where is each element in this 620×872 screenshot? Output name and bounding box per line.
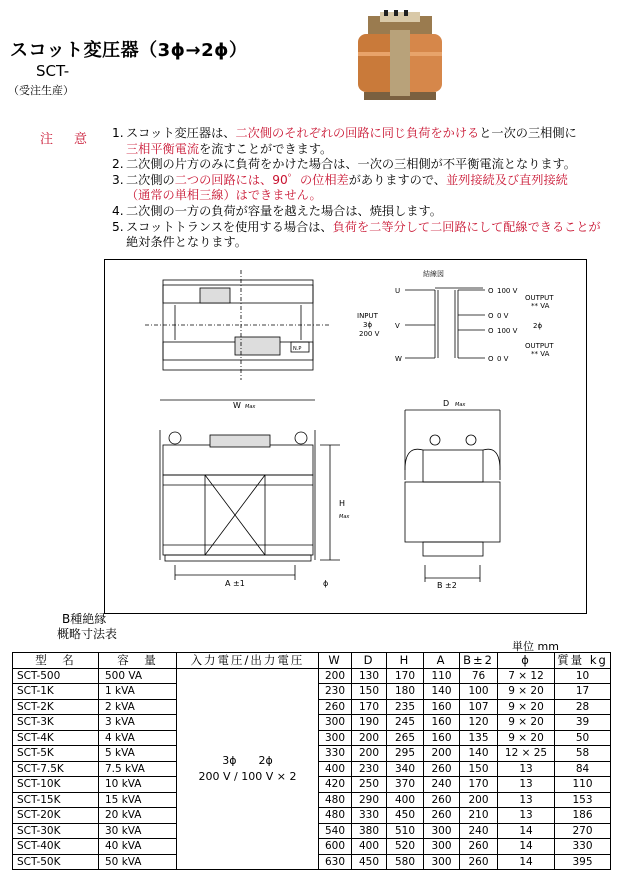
table-cell: 140 <box>424 684 460 700</box>
table-cell: 58 <box>555 746 611 762</box>
table-cell: 200 <box>319 668 352 684</box>
dim-h: H <box>339 499 346 508</box>
table-cell: 9 × 20 <box>498 715 555 731</box>
note-emphasis: （通常の単相三線）はできません。 <box>126 188 322 203</box>
table-cell: 200 <box>460 792 498 808</box>
table-cell: 14 <box>498 854 555 870</box>
table-cell: 9 × 20 <box>498 730 555 746</box>
table-cell: 15 kVA <box>99 792 177 808</box>
note-segment: がありますので、 <box>348 172 446 187</box>
dim-w-max: Max <box>245 404 256 410</box>
caution-note <box>112 126 612 157</box>
dim-phi: ϕ <box>323 579 329 588</box>
table-cell: 170 <box>387 668 424 684</box>
table-cell: 400 <box>319 761 352 777</box>
table-cell: 100 <box>460 684 498 700</box>
terminal-o3: O <box>488 327 494 335</box>
note-text <box>126 157 612 173</box>
table-cell: SCT-3K <box>13 715 99 731</box>
table-cell: 2 kVA <box>99 699 177 715</box>
table-cell: 39 <box>555 715 611 731</box>
note-number: 3. <box>112 172 124 187</box>
note-text <box>126 126 612 157</box>
output-phase: 2ϕ <box>533 322 543 330</box>
table-cell: 76 <box>460 668 498 684</box>
table-cell: 260 <box>460 839 498 855</box>
table-cell: 260 <box>424 792 460 808</box>
dim-w: W <box>233 401 241 410</box>
table-cell: 240 <box>424 777 460 793</box>
caution-note <box>112 220 612 251</box>
voltage-bottom: 0 V <box>497 355 509 363</box>
output-va-1: ** VA <box>531 302 550 310</box>
table-cell: 200 <box>352 730 387 746</box>
terminal-v: V <box>395 322 400 330</box>
table-cell: 400 <box>352 839 387 855</box>
table-cell: 480 <box>319 808 352 824</box>
table-cell: 153 <box>555 792 611 808</box>
table-cell: SCT-4K <box>13 730 99 746</box>
table-cell: 600 <box>319 839 352 855</box>
table-cell: 170 <box>352 699 387 715</box>
table-cell: 190 <box>352 715 387 731</box>
table-cell: 250 <box>352 777 387 793</box>
table-cell: 450 <box>352 854 387 870</box>
table-cell: 10 kVA <box>99 777 177 793</box>
caution-note <box>112 157 612 173</box>
table-cell: 260 <box>460 854 498 870</box>
caution-label: 注 意 <box>40 132 92 147</box>
note-emphasis: 負荷を二等分して二回路にして配線できることが <box>332 219 601 234</box>
note-number: 2. <box>112 157 124 172</box>
table-cell: 50 kVA <box>99 854 177 870</box>
table-cell: 150 <box>352 684 387 700</box>
table-cell: 186 <box>555 808 611 824</box>
dim-d-max: Max <box>455 402 466 408</box>
table-cell: 160 <box>424 699 460 715</box>
table-cell: 1 kVA <box>99 684 177 700</box>
column-header: D <box>352 653 387 669</box>
table-cell: 235 <box>387 699 424 715</box>
table-cell: 230 <box>352 761 387 777</box>
table-cell: 110 <box>555 777 611 793</box>
wiring-diagram <box>405 288 485 358</box>
table-cell: 500 VA <box>99 668 177 684</box>
model-prefix: SCT- <box>36 62 70 80</box>
column-header: 質量 kg <box>555 653 611 669</box>
note-segment: 絶対条件となります。 <box>126 235 247 250</box>
dim-a: A ±1 <box>225 579 245 588</box>
table-cell: 395 <box>555 854 611 870</box>
np-label: N.P <box>293 346 302 352</box>
table-cell: 84 <box>555 761 611 777</box>
note-emphasis: 三相平衡電流 <box>126 141 200 156</box>
input-output-voltage <box>177 668 319 870</box>
voltage-value-line: 200 V / 100 V × 2 <box>198 769 297 783</box>
input-voltage: 200 V <box>359 330 380 338</box>
table-cell: 3 kVA <box>99 715 177 731</box>
table-cell: 330 <box>352 808 387 824</box>
table-cell: 580 <box>387 854 424 870</box>
front-view <box>160 400 340 580</box>
terminal-w: W <box>395 355 402 363</box>
table-cell: 12 × 25 <box>498 746 555 762</box>
table-cell: 290 <box>352 792 387 808</box>
output-label-2: OUTPUT <box>525 342 554 350</box>
table-cell: 13 <box>498 777 555 793</box>
voltage-top: 100 V <box>497 287 518 295</box>
table-cell: SCT-10K <box>13 777 99 793</box>
table-cell: 13 <box>498 761 555 777</box>
table-cell: 10 <box>555 668 611 684</box>
table-cell: 4 kVA <box>99 730 177 746</box>
table-cell: SCT-5K <box>13 746 99 762</box>
table-cell: 260 <box>319 699 352 715</box>
table-cell: 230 <box>319 684 352 700</box>
dim-h-max: Max <box>339 514 350 520</box>
insulation-class: B種絶縁 <box>62 612 107 626</box>
table-cell: SCT-7.5K <box>13 761 99 777</box>
table-cell: 170 <box>460 777 498 793</box>
column-header: ϕ <box>498 653 555 669</box>
table-cell: 450 <box>387 808 424 824</box>
table-cell: 110 <box>424 668 460 684</box>
output-label-1: OUTPUT <box>525 294 554 302</box>
table-cell: SCT-20K <box>13 808 99 824</box>
table-cell: 40 kVA <box>99 839 177 855</box>
top-view <box>145 270 330 380</box>
input-phase: 3ϕ <box>363 321 373 329</box>
table-cell: 370 <box>387 777 424 793</box>
table-cell: 420 <box>319 777 352 793</box>
table-cell: SCT-15K <box>13 792 99 808</box>
note-emphasis: 並列接続及び直列接続 <box>445 172 568 187</box>
table-header-row <box>13 653 611 669</box>
column-header: B±2 <box>460 653 498 669</box>
table-cell: 260 <box>424 761 460 777</box>
table-cell: 300 <box>424 854 460 870</box>
table-cell: 107 <box>460 699 498 715</box>
dimension-diagram <box>104 259 587 614</box>
table-cell: 5 kVA <box>99 746 177 762</box>
table-cell: 240 <box>460 823 498 839</box>
note-text <box>126 173 612 204</box>
table-cell: 400 <box>387 792 424 808</box>
table-cell: 300 <box>319 715 352 731</box>
table-cell: 520 <box>387 839 424 855</box>
table-cell: 30 kVA <box>99 823 177 839</box>
table-cell: 200 <box>424 746 460 762</box>
wiring-title: 結線図 <box>423 270 444 278</box>
table-cell: 120 <box>460 715 498 731</box>
voltage-mid-top: 100 V <box>497 327 518 335</box>
note-segment: 二次側の片方のみに負荷をかけた場合は、一次の三相側が不平衡電流となります。 <box>126 157 576 172</box>
dim-d: D <box>443 399 450 408</box>
table-cell: 630 <box>319 854 352 870</box>
table-cell: 300 <box>424 839 460 855</box>
table-cell: 13 <box>498 808 555 824</box>
dim-b: B ±2 <box>437 581 457 590</box>
note-segment: スコットトランスを使用する場合は、 <box>126 219 333 234</box>
table-cell: 20 kVA <box>99 808 177 824</box>
input-label: INPUT <box>357 312 378 320</box>
table-cell: 180 <box>387 684 424 700</box>
table-cell: SCT-50K <box>13 854 99 870</box>
table-cell: 160 <box>424 730 460 746</box>
table-cell: SCT-1K <box>13 684 99 700</box>
table-cell: 7 × 12 <box>498 668 555 684</box>
note-text <box>126 220 612 251</box>
caution-note <box>112 173 612 204</box>
note-segment: を流すことができます。 <box>199 141 333 156</box>
table-cell: 50 <box>555 730 611 746</box>
caution-notes <box>112 126 612 251</box>
side-view <box>405 410 500 582</box>
table-cell: 200 <box>352 746 387 762</box>
table-cell: 480 <box>319 792 352 808</box>
note-number: 4. <box>112 203 124 218</box>
column-header: 型 名 <box>13 653 99 669</box>
column-header: W <box>319 653 352 669</box>
output-va-2: ** VA <box>531 350 550 358</box>
note-segment: 二次側の <box>126 172 175 187</box>
terminal-o2: O <box>488 312 494 320</box>
table-cell: 210 <box>460 808 498 824</box>
table-cell: 7.5 kVA <box>99 761 177 777</box>
order-note: （受注生産） <box>8 84 74 97</box>
table-cell: 9 × 20 <box>498 699 555 715</box>
note-text <box>126 204 612 220</box>
table-cell: 265 <box>387 730 424 746</box>
table-title: 概略寸法表 <box>57 627 118 641</box>
note-emphasis: 二つの回路には、90゜の位相差 <box>174 172 349 187</box>
note-segment: スコット変圧器は、 <box>126 126 236 140</box>
table-cell: 14 <box>498 823 555 839</box>
terminal-o4: O <box>488 355 494 363</box>
terminal-o1: O <box>488 287 494 295</box>
table-cell: 510 <box>387 823 424 839</box>
transformer-photo <box>350 8 450 108</box>
table-cell: 260 <box>424 808 460 824</box>
table-cell: 300 <box>319 730 352 746</box>
table-cell: SCT-40K <box>13 839 99 855</box>
table-cell: 160 <box>424 715 460 731</box>
table-cell: 295 <box>387 746 424 762</box>
terminal-u: U <box>395 287 401 295</box>
table-cell: 28 <box>555 699 611 715</box>
note-segment: と一次の三相側に <box>479 126 577 140</box>
table-cell: 135 <box>460 730 498 746</box>
unit-label: 単位 mm <box>512 640 559 653</box>
table-cell: 150 <box>460 761 498 777</box>
note-number: 1. <box>112 126 124 140</box>
table-cell: 330 <box>319 746 352 762</box>
table-cell: 13 <box>498 792 555 808</box>
table-cell: 300 <box>424 823 460 839</box>
table-cell: 17 <box>555 684 611 700</box>
table-cell: 270 <box>555 823 611 839</box>
note-number: 5. <box>112 219 124 234</box>
table-cell: 340 <box>387 761 424 777</box>
table-cell: 540 <box>319 823 352 839</box>
table-cell: SCT-2K <box>13 699 99 715</box>
table-cell: 14 <box>498 839 555 855</box>
table-cell: 9 × 20 <box>498 684 555 700</box>
table-cell: 130 <box>352 668 387 684</box>
caution-note <box>112 204 612 220</box>
table-cell: SCT-30K <box>13 823 99 839</box>
table-cell: SCT-500 <box>13 668 99 684</box>
voltage-mid-bottom: 0 V <box>497 312 509 320</box>
column-header: 容 量 <box>99 653 177 669</box>
page-title: スコット変圧器（3ϕ→2ϕ） <box>10 40 248 61</box>
spec-table <box>12 652 611 870</box>
table-row <box>13 668 611 684</box>
note-segment: 二次側の一方の負荷が容量を越えた場合は、焼損します。 <box>126 203 442 218</box>
table-cell: 140 <box>460 746 498 762</box>
table-cell: 330 <box>555 839 611 855</box>
voltage-phase-line: 3ϕ 2ϕ <box>222 753 273 767</box>
column-header: A <box>424 653 460 669</box>
table-cell: 380 <box>352 823 387 839</box>
table-cell: 245 <box>387 715 424 731</box>
column-header: H <box>387 653 424 669</box>
column-header: 入力電圧/出力電圧 <box>177 653 319 669</box>
note-emphasis: 二次側のそれぞれの回路に同じ負荷をかける <box>235 126 480 140</box>
